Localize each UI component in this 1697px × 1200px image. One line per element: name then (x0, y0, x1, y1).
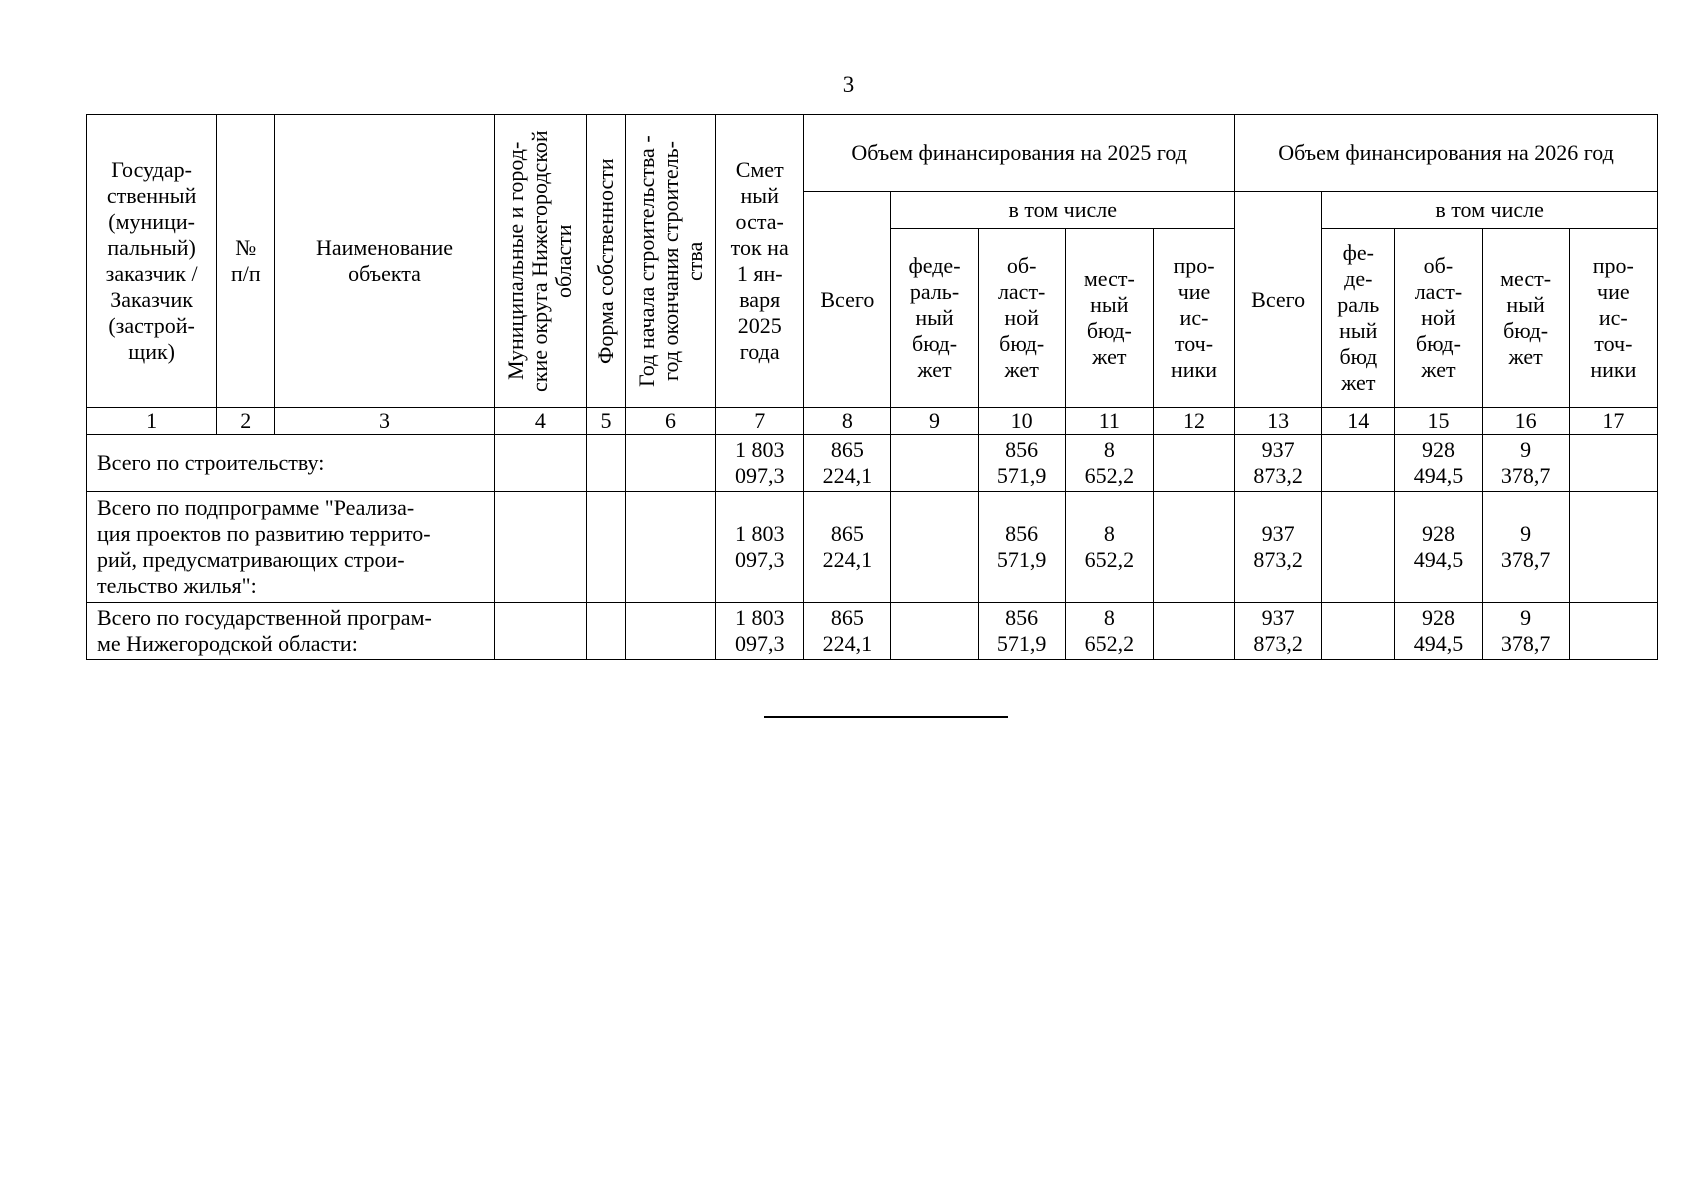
cell-other-2025 (1153, 435, 1234, 492)
header-regional-2026: об- ласт- ной бюд- жет (1395, 229, 1482, 408)
column-number: 17 (1569, 408, 1657, 435)
header-object-name: Наименование объекта (275, 115, 494, 408)
column-number: 3 (275, 408, 494, 435)
row-label: Всего по государственной програм- ме Нижегородской области: (87, 603, 495, 660)
cell-regional-2026: 928 494,5 (1395, 435, 1482, 492)
table-row (87, 603, 1658, 660)
financing-table (86, 114, 1658, 660)
cell-municipality (494, 603, 586, 660)
cell-federal-2025 (891, 435, 978, 492)
column-number: 15 (1395, 408, 1482, 435)
header-federal-2025: феде- раль- ный бюд- жет (891, 229, 978, 408)
cell-total-2026: 937 873,2 (1235, 603, 1322, 660)
header-customer: Государ- ственный (муници- пальный) заказчик / Заказчик (застрой- щик) (87, 115, 217, 408)
cell-regional-2025: 856 571,9 (978, 603, 1065, 660)
header-group-2026: Объем финансирования на 2026 год (1235, 115, 1658, 192)
header-construction-years: Год начала строительства - год окончания строитель- ства (633, 135, 707, 387)
cell-regional-2026: 928 494,5 (1395, 492, 1482, 603)
column-number: 2 (217, 408, 275, 435)
header-ownership-form-cell (586, 115, 625, 408)
column-number: 10 (978, 408, 1065, 435)
cell-other-2026 (1569, 492, 1657, 603)
cell-federal-2026 (1322, 603, 1395, 660)
cell-other-2026 (1569, 603, 1657, 660)
header-group-2025: Объем финансирования на 2025 год (804, 115, 1235, 192)
cell-total-2026: 937 873,2 (1235, 435, 1322, 492)
header-other-2026: про- чие ис- точ- ники (1569, 229, 1657, 408)
header-municipal-districts-cell (494, 115, 586, 408)
cell-years (625, 492, 715, 603)
cell-local-2025: 8 652,2 (1065, 603, 1153, 660)
header-federal-2026: фе- де- раль ный бюд жет (1322, 229, 1395, 408)
header-municipal-districts: Муниципальные и город- ские округа Нижегородской области (503, 130, 577, 392)
header-local-2025: мест- ный бюд- жет (1065, 229, 1153, 408)
column-number: 9 (891, 408, 978, 435)
header-estimated-balance: Смет ный оста- ток на 1 ян- варя 2025 года (716, 115, 804, 408)
row-label: Всего по подпрограмме "Реализа- ция проектов по развитию террито- рий, предусматривающих строи- тельство жилья": (87, 492, 495, 603)
cell-other-2025 (1153, 603, 1234, 660)
column-numbers-row (87, 408, 1658, 435)
header-including-2026: в том числе (1322, 192, 1658, 229)
cell-estimated-balance: 1 803 097,3 (716, 492, 804, 603)
header-row-number: № п/п (217, 115, 275, 408)
column-number: 7 (716, 408, 804, 435)
cell-regional-2025: 856 571,9 (978, 435, 1065, 492)
cell-other-2026 (1569, 435, 1657, 492)
cell-municipality (494, 435, 586, 492)
header-other-2025: про- чие ис- точ- ники (1153, 229, 1234, 408)
cell-total-2025: 865 224,1 (804, 435, 891, 492)
cell-total-2025: 865 224,1 (804, 492, 891, 603)
header-regional-2025: об- ласт- ной бюд- жет (978, 229, 1065, 408)
column-number: 12 (1153, 408, 1234, 435)
header-including-2025: в том числе (891, 192, 1235, 229)
cell-local-2025: 8 652,2 (1065, 435, 1153, 492)
header-ownership-form: Форма собственности (592, 158, 618, 364)
cell-ownership (586, 492, 625, 603)
header-total-2025: Всего (804, 192, 891, 408)
column-number: 6 (625, 408, 715, 435)
end-divider-line (764, 716, 1008, 718)
cell-local-2026: 9 378,7 (1482, 492, 1569, 603)
column-number: 16 (1482, 408, 1569, 435)
column-number: 8 (804, 408, 891, 435)
cell-local-2026: 9 378,7 (1482, 435, 1569, 492)
cell-total-2026: 937 873,2 (1235, 492, 1322, 603)
header-total-2026: Всего (1235, 192, 1322, 408)
column-number: 11 (1065, 408, 1153, 435)
page-number: 3 (842, 72, 855, 97)
cell-regional-2026: 928 494,5 (1395, 603, 1482, 660)
cell-years (625, 603, 715, 660)
cell-ownership (586, 603, 625, 660)
table-row (87, 435, 1658, 492)
table-row (87, 492, 1658, 603)
cell-ownership (586, 435, 625, 492)
cell-municipality (494, 492, 586, 603)
cell-local-2026: 9 378,7 (1482, 603, 1569, 660)
row-label: Всего по строительству: (87, 435, 495, 492)
column-number: 13 (1235, 408, 1322, 435)
cell-federal-2025 (891, 492, 978, 603)
cell-years (625, 435, 715, 492)
header-local-2026: мест- ный бюд- жет (1482, 229, 1569, 408)
column-number: 5 (586, 408, 625, 435)
cell-federal-2025 (891, 603, 978, 660)
column-number: 14 (1322, 408, 1395, 435)
cell-estimated-balance: 1 803 097,3 (716, 603, 804, 660)
column-number: 4 (494, 408, 586, 435)
cell-estimated-balance: 1 803 097,3 (716, 435, 804, 492)
column-number: 1 (87, 408, 217, 435)
cell-regional-2025: 856 571,9 (978, 492, 1065, 603)
cell-other-2025 (1153, 492, 1234, 603)
header-construction-years-cell (625, 115, 715, 408)
cell-federal-2026 (1322, 435, 1395, 492)
cell-local-2025: 8 652,2 (1065, 492, 1153, 603)
cell-total-2025: 865 224,1 (804, 603, 891, 660)
cell-federal-2026 (1322, 492, 1395, 603)
